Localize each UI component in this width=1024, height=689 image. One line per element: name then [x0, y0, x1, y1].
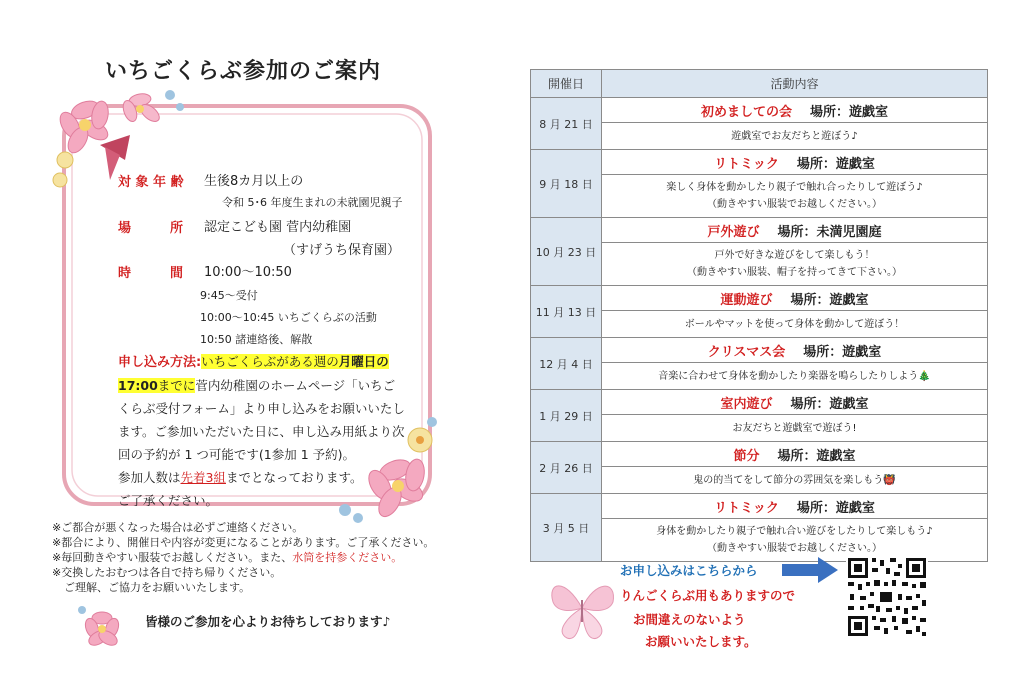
table-row [531, 218, 988, 243]
table-row [531, 150, 988, 175]
event-place: 場所：遊戯室 [790, 292, 869, 308]
arrow-right-icon [782, 557, 838, 583]
page-title: いちごくらぶ参加のご案内 [105, 59, 382, 84]
row-event [602, 338, 988, 363]
row-date: 3 月 5 日 [531, 494, 602, 562]
apply-method-label: 申し込み方法: [118, 355, 202, 370]
event-name: クリスマス会 [707, 344, 786, 360]
row-event [602, 98, 988, 123]
row-date: 12 月 4 日 [531, 338, 602, 390]
description-line: 楽しく身体を動かしたり親子で触れ合ったりして遊ぼう♪ [666, 182, 923, 193]
description-line: お友だちと遊戯室で遊ぼう! [732, 422, 857, 434]
column-header-date: 開催日 [531, 70, 602, 98]
column-header-content: 活動内容 [602, 70, 988, 98]
event-name: リトミック [714, 156, 779, 172]
table-row [531, 442, 988, 467]
table-row [531, 98, 988, 123]
row-date: 10 月 23 日 [531, 218, 602, 286]
notes [52, 520, 434, 595]
event-place: 場所：未満児園庭 [777, 224, 882, 240]
apply-note-line: お願いいたします。 [645, 634, 757, 649]
note-item: ※交換したおむつは各自で持ち帰りください。 [52, 566, 282, 579]
target-age-detail: 令和 5･6 年度生まれの未就園児親子 [222, 196, 403, 209]
event-place: 場所：遊戯室 [803, 344, 882, 360]
apply-here-text: お申し込みはこちらから [620, 563, 758, 578]
row-date: 1 月 29 日 [531, 390, 602, 442]
row-event [602, 494, 988, 519]
note-item: ※ご都合が悪くなった場合は必ずご連絡ください。 [52, 521, 304, 534]
row-event [602, 442, 988, 467]
row-event [602, 150, 988, 175]
row-description [602, 363, 988, 390]
row-date: 11 月 13 日 [531, 286, 602, 338]
row-event [602, 286, 988, 311]
target-age-label: 対 象 年 齢 [118, 175, 184, 190]
description-line: （動きやすい服装でお越しください。） [707, 199, 882, 210]
description-line: ボールやマットを使って身体を動かして遊ぼう！ [684, 318, 905, 330]
row-description [602, 415, 988, 442]
event-place: 場所：遊戯室 [777, 448, 856, 464]
target-age-value: 生後8カ月以上の [204, 174, 304, 189]
apply-method: 申し込み方法:いちごくらぶがある週の月曜日の 17:00までに菅内幼稚園のホームページ「いちご くらぶ受付フォーム」より申し込みをお願いいたし ます。ご参加いただいた日に、申し込み用紙より次 回の予約が 1 つ可能です(1参加 1 予約)。 参加人数は先着3組までとなっております。 ご了承ください。 [118, 354, 405, 508]
event-name: リトミック [714, 500, 779, 516]
table-row [531, 494, 988, 519]
row-description [602, 519, 988, 562]
place-value: 認定こども園 菅内幼稚園 [204, 220, 352, 235]
event-place: 場所：遊戯室 [796, 156, 875, 172]
description-line: （動きやすい服装でお越しください。） [707, 543, 882, 554]
table-header-row [531, 70, 988, 98]
time-detail-reception: 9:45～受付 [200, 289, 258, 302]
note-item: ※都合により、開催日や内容が変更になることがあります。ご了承ください。 [52, 536, 435, 549]
time-detail-dismissal: 10:50 諸連絡後、解散 [200, 333, 313, 346]
row-description [602, 467, 988, 494]
event-name: 運動遊び [720, 292, 773, 308]
event-name: 室内遊び [720, 396, 773, 412]
event-name: 初めましての会 [700, 104, 792, 120]
closing-message: 皆様のご参加を心よりお待ちしております♪ [145, 614, 391, 629]
row-description [602, 311, 988, 338]
description-line: 遊戯室でお友だちと遊ぼう♪ [731, 130, 858, 142]
row-description [602, 243, 988, 286]
row-date: 9 月 18 日 [531, 150, 602, 218]
flower-icon [72, 600, 132, 655]
row-description [602, 123, 988, 150]
butterfly-icon [545, 572, 620, 644]
description-line: 戸外で好きな遊びをして楽しもう！ [714, 250, 875, 261]
apply-note-line: お間違えのないよう [633, 612, 746, 627]
note-item: ※毎回動きやすい服装でお越しください。また、水筒を持参ください。 [52, 551, 403, 564]
event-name: 節分 [733, 448, 760, 464]
apply-note-line: りんごくらぶ用もありますので [620, 588, 796, 603]
row-date: 8 月 21 日 [531, 98, 602, 150]
qr-code-icon[interactable] [846, 556, 928, 638]
description-line: 鬼の的当てをして節分の雰囲気を楽しもう👹 [693, 474, 896, 486]
schedule-table [530, 69, 988, 562]
note-item: ご理解、ご協力をお願いいたします。 [64, 581, 251, 594]
row-description [602, 175, 988, 218]
time-value: 10:00～10:50 [204, 265, 292, 280]
row-event [602, 390, 988, 415]
time-label: 時 間 [118, 266, 184, 281]
time-detail-activity: 10:00～10:45 いちごくらぶの活動 [200, 311, 377, 324]
description-line: 身体を動かしたり親子で触れ合い遊びをしたりして楽しもう♪ [656, 526, 933, 537]
table-row [531, 286, 988, 311]
row-date: 2 月 26 日 [531, 442, 602, 494]
place-label: 場 所 [118, 221, 184, 236]
event-name: 戸外遊び [707, 224, 760, 240]
event-place: 場所：遊戯室 [790, 396, 869, 412]
table-row [531, 338, 988, 363]
event-place: 場所：遊戯室 [810, 104, 889, 120]
description-line: 音楽に合わせて身体を動かしたり楽器を鳴らしたりしよう🎄 [658, 370, 931, 382]
description-line: （動きやすい服装、帽子を持ってきて下さい。） [687, 267, 902, 278]
place-detail: （すげうち保育園） [283, 243, 401, 258]
event-place: 場所：遊戯室 [796, 500, 875, 516]
row-event [602, 218, 988, 243]
table-row [531, 390, 988, 415]
